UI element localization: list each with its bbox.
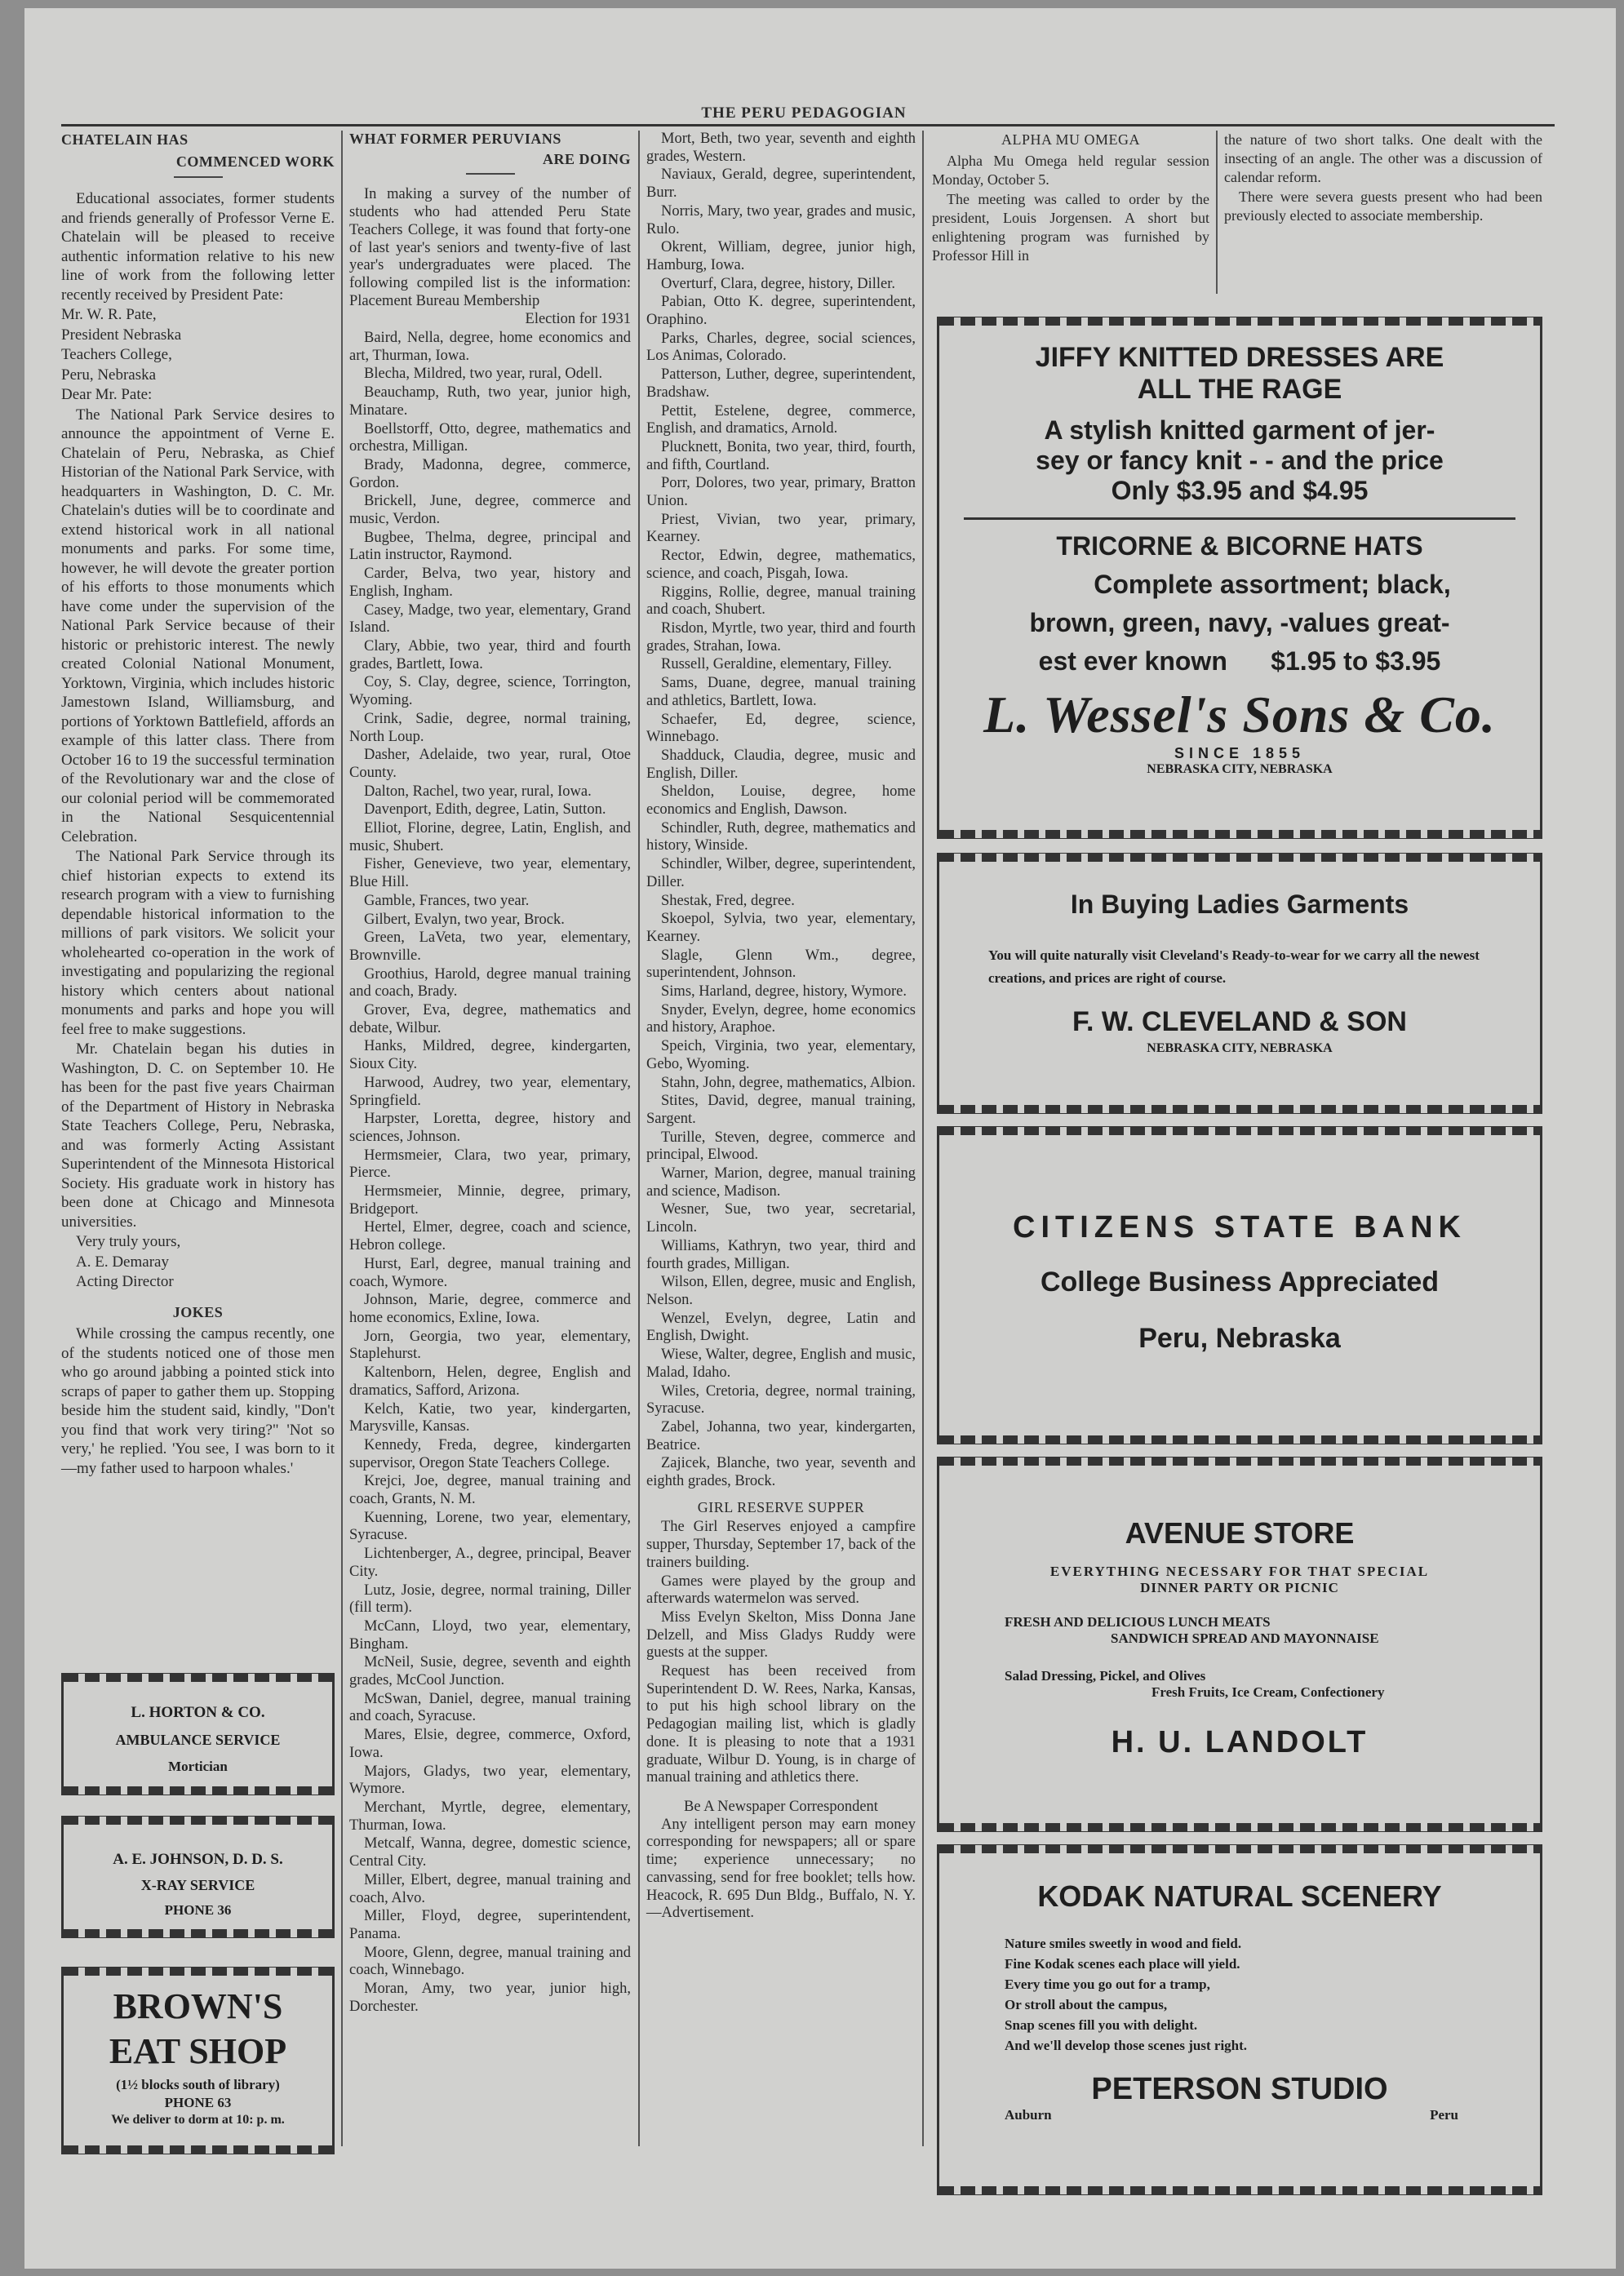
placement-entry: Warner, Marion, degree, manual training and science, Madison. (646, 1165, 916, 1200)
placement-entry: Lutz, Josie, degree, normal training, Diller (fill term). (349, 1582, 631, 1617)
ad-border (939, 317, 1540, 326)
placement-entry: Shestak, Fred, degree. (661, 892, 795, 909)
placement-entry: Sims, Harland, degree, history, Wymore. (661, 983, 907, 1000)
placement-entry: Rector, Edwin, degree, mathematics, science, and coach, Pisgah, Iowa. (646, 548, 916, 582)
placement-entry: Miller, Floyd, degree, superintendent, Panama. (349, 1908, 631, 1942)
poem-line: Every time you go out for a tramp, (1005, 1977, 1210, 1992)
letter-address: President Nebraska (61, 326, 182, 344)
ad-line: FRESH AND DELICIOUS LUNCH MEATS (1005, 1614, 1271, 1630)
ad-border (939, 2186, 1540, 2194)
placement-entry: McSwan, Daniel, degree, manual training and coach, Syracuse. (349, 1690, 631, 1725)
correspondent-heading: Be A Newspaper Correspondent (684, 1798, 878, 1815)
headline: ARE DOING (542, 150, 631, 167)
placement-entry: McNeil, Susie, degree, seventh and eighth grades, McCool Junction. (349, 1654, 631, 1689)
placement-entry: Groothius, Harold, degree manual training and coach, Brady. (349, 965, 631, 1000)
ad-border (939, 830, 1540, 838)
ad-border (939, 1435, 1540, 1444)
ad-line: A. E. JOHNSON, D. D. S. (113, 1851, 283, 1868)
placement-entry: Stahn, John, degree, mathematics, Albion. (661, 1074, 916, 1091)
placement-entry: Priest, Vivian, two year, primary, Kearney. (646, 511, 916, 546)
placement-entry: Crink, Sadie, degree, normal training, North Loup. (349, 710, 631, 745)
placement-entry: McCann, Lloyd, two year, elementary, Bingham. (349, 1617, 631, 1653)
placement-entry: Snyder, Evelyn, degree, home economics and history, Araphoe. (646, 1001, 916, 1036)
column-2 (349, 131, 631, 2016)
placement-entry: Davenport, Edith, degree, Latin, Sutton. (364, 801, 606, 819)
article-paragraph: Alpha Mu Omega held regular session Monday, October 5. (932, 153, 1209, 188)
article-paragraph: Mr. Chatelain began his duties in Washington, D. C. on September 10. He has been for the past five years Chairman of the Department of History in Nebraska State Teachers College, Peru, Nebraska, and was formerly Acting Assistant Superintendent of the Minnesota Historical Society. His graduate work in history has been done at Chicago and Minnesota universities. (61, 1040, 335, 1231)
placement-entry: Fisher, Genevieve, two year, elementary, Blue Hill. (349, 856, 631, 891)
ad-line: DINNER PARTY OR PICNIC (1140, 1580, 1339, 1595)
poem-line: Nature smiles sweetly in wood and field. (1005, 1936, 1242, 1951)
headline: WHAT FORMER PERUVIANS (349, 131, 561, 147)
placement-entry: Kuenning, Lorene, two year, elementary, Syracuse. (349, 1509, 631, 1544)
poem-line: Snap scenes fill you with delight. (1005, 2017, 1198, 2033)
ad-line: (1½ blocks south of library) (116, 2077, 280, 2092)
ad-line: L. HORTON & CO. (131, 1704, 265, 1721)
ad-avenue-store (937, 1457, 1542, 1832)
placement-entry: Shadduck, Claudia, degree, music and English, Diller. (646, 747, 916, 782)
article-paragraph: There were severa guests present who had been previously elected to associate membership. (1224, 189, 1542, 224)
ad-price: $1.95 to $3.95 (1271, 646, 1441, 676)
placement-entry: Boellstorff, Otto, degree, mathematics and orchestra, Milligan. (349, 420, 631, 455)
column-5 (1224, 131, 1542, 226)
ad-line: PHONE 36 (164, 1902, 232, 1918)
placement-entry: Clary, Abbie, two year, third and fourth grades, Bartlett, Iowa. (349, 637, 631, 672)
poem-line: Or stroll about the campus, (1005, 1997, 1168, 2012)
placement-entry: Miller, Elbert, degree, manual training and coach, Alvo. (349, 1871, 631, 1906)
jokes-paragraph: While crossing the campus recently, one of the students noticed one of those men who go around jabbing a pointed stick into scraps of paper to gather them up. Stopping beside him the student said, kindly, "Don't you find that work very tiring?" 'Not so very,' he replied. 'You see, I was born to it—my father used to harpoon whales.' (61, 1325, 335, 1477)
column-rule (922, 131, 924, 2146)
ad-border (64, 2145, 332, 2154)
placement-entry: Schindler, Wilber, degree, superintendent, Diller. (646, 856, 916, 890)
ad-city: NEBRASKA CITY, NEBRASKA (1147, 1041, 1333, 1055)
placement-entry: Plucknett, Bonita, two year, third, fourth, and fifth, Courtland. (646, 438, 916, 473)
divider (174, 176, 223, 178)
article-paragraph: the nature of two short talks. One dealt with the insecting of an angle. The other was a discussion of calendar reform. (1224, 131, 1542, 185)
ad-locations (939, 2107, 1540, 2123)
ad-border (64, 1968, 332, 1976)
placement-entry: Kelch, Katie, two year, kindergarten, Marysville, Kansas. (349, 1400, 631, 1435)
ad-border (64, 1786, 332, 1795)
ad-cleveland (937, 853, 1542, 1114)
poem-line: Fine Kodak scenes each place will yield. (1005, 1956, 1240, 1972)
placement-entry: Coy, S. Clay, degree, science, Torrington, Wyoming. (349, 674, 631, 709)
placement-entry: Zajicek, Blanche, two year, seventh and eighth grades, Brock. (646, 1455, 916, 1490)
ad-title: BROWN'S (113, 1986, 283, 2026)
placement-entry: Sams, Duane, degree, manual training and athletics, Bartlett, Iowa. (646, 675, 916, 709)
placement-entry: Overturf, Clara, degree, history, Diller. (661, 275, 895, 292)
ad-title: EAT SHOP (109, 2031, 287, 2071)
placement-entry: Risdon, Myrtle, two year, third and fourth grades, Strahan, Iowa. (646, 619, 916, 654)
ad-since: SINCE 1855 (1174, 745, 1306, 761)
column-4 (932, 131, 1209, 266)
column-rule (1216, 131, 1218, 294)
placement-entry: Jorn, Georgia, two year, elementary, Staplehurst. (349, 1328, 631, 1363)
ad-border (64, 1929, 332, 1937)
ad-city: Peru, Nebraska (1138, 1323, 1341, 1354)
ad-divider (964, 517, 1515, 520)
placement-entry: Stites, David, degree, manual training, Sargent. (646, 1093, 916, 1127)
letter-address: Peru, Nebraska (61, 366, 157, 384)
placement-entry: Brady, Madonna, degree, commerce, Gordon. (349, 456, 631, 491)
placement-entry: Williams, Kathryn, two year, third and fourth grades, Milligan. (646, 1237, 916, 1272)
ad-browns (61, 1967, 335, 2154)
placement-entry: Slagle, Glenn Wm., degree, superintendent, Johnson. (646, 947, 916, 982)
jokes-heading: JOKES (172, 1303, 224, 1320)
ad-name: AVENUE STORE (1125, 1516, 1355, 1550)
ad-line: We deliver to dorm at 10: p. m. (111, 2113, 285, 2127)
wessel-logo: L. Wessel's Sons & Co. (983, 685, 1496, 743)
letter-signature: Acting Director (76, 1273, 174, 1290)
placement-entry: Mort, Beth, two year, seventh and eighth grades, Western. (646, 131, 916, 165)
ad-border (939, 1823, 1540, 1831)
advertisement-text: Any intelligent person may earn money corresponding for newspapers; all or spare time; experience unnecessary; no canvassing, send for free booklet; tells how. Heacock, R. 695 Dun Bldg., Buffalo, N. Y.—Advertisement. (646, 1816, 916, 1922)
placement-entry: Wiles, Cretoria, degree, normal training, Syracuse. (646, 1382, 916, 1418)
ad-line: Fresh Fruits, Ice Cream, Confectionery (1151, 1684, 1385, 1700)
placement-entry: Hurst, Earl, degree, manual training and coach, Wymore. (349, 1255, 631, 1290)
placement-entry: Green, LaVeta, two year, elementary, Brownville. (349, 929, 631, 964)
placement-entry: Carder, Belva, two year, history and English, Ingham. (349, 566, 631, 600)
ad-headline: TRICORNE & BICORNE HATS (1056, 531, 1423, 561)
ad-price-line (939, 646, 1540, 677)
headline: COMMENCED WORK (175, 153, 335, 170)
ad-line: AMBULANCE SERVICE (115, 1732, 281, 1748)
article-paragraph: Request has been received from Superintendent D. W. Rees, Narka, Kansas, to put his high school library on the Pedagogian mailing list, which is gladly done. It is pleasing to note that a 1931 graduate, Wilbur D. Young, is in charge of manual training and athletics there. (646, 1663, 916, 1786)
placement-entry: Krejci, Joe, degree, manual training and coach, Grants, N. M. (349, 1473, 631, 1508)
ad-border (64, 1674, 332, 1682)
letter-signature: Very truly yours, (76, 1233, 181, 1250)
ad-location: Peru (1430, 2107, 1458, 2123)
placement-entry: Speich, Virginia, two year, elementary, Gebo, Wyoming. (646, 1038, 916, 1072)
placement-entry: Gamble, Frances, two year. (364, 892, 530, 909)
newspaper-page (24, 8, 1616, 2269)
placement-entry: Johnson, Marie, degree, commerce and home economics, Exline, Iowa. (349, 1292, 631, 1326)
placement-entry: Hermsmeier, Minnie, degree, primary, Bridgeport. (349, 1183, 631, 1218)
top-rule (61, 124, 1555, 126)
ad-headline: ALL THE RAGE (1137, 374, 1342, 405)
placement-entry: Harpster, Loretta, degree, history and sciences, Johnson. (349, 1111, 631, 1145)
ad-line: College Business Appreciated (1040, 1267, 1440, 1298)
ad-headline: JIFFY KNITTED DRESSES ARE (1035, 342, 1444, 373)
ad-kodak (937, 1844, 1542, 2195)
girl-reserve-heading: GIRL RESERVE SUPPER (697, 1498, 865, 1515)
placement-entry: Wilson, Ellen, degree, music and English, Nelson. (646, 1274, 916, 1308)
placement-entry: Moore, Glenn, degree, manual training and coach, Winnebago. (349, 1944, 631, 1979)
divider (466, 173, 515, 175)
placement-entry: Kennedy, Freda, degree, kindergarten supervisor, Oregon State Teachers College. (349, 1436, 631, 1471)
placement-entry: Zabel, Johanna, two year, kindergarten, Beatrice. (646, 1418, 916, 1453)
ad-line: X-RAY SERVICE (140, 1877, 255, 1893)
placement-entry: Metcalf, Wanna, degree, domestic science, Central City. (349, 1835, 631, 1870)
placement-entry: Moran, Amy, two year, junior high, Dorchester. (349, 1981, 631, 2015)
article-paragraph: The National Park Service desires to announce the appointment of Verne E. Chatelain of Peru, Nebraska, as Chief Historian of the National Park Service, with headquarters in Washington, D. C. Mr. Chatelain's duties will be to coordinate and extend historical work in all national monuments and parks. For some time, however, he will devote the greater portion of his efforts to those monuments which have come under the supervision of the National Park Service because of their historic or prehistoric interest. The newly created Colonial National Monument, Yorktown, Virginia, which includes historic Jamestown Island, Williamsburg, and portions of Yorktown Battlefield, affords an example of this latter class. There from October 16 to 19 the successful termination of the Revolutionary war and the close of our colonial period will be commemorated in the National Sesquicentennial Celebration. (61, 406, 335, 845)
placement-entry: Parks, Charles, degree, social sciences, Los Animas, Colorado. (646, 330, 916, 365)
article-paragraph: The National Park Service through its chief historian expects to extend its research program with a view to furnishing dependable historical information to the millions of park visitors. We solicit your wholehearted co-operation in the work of investigating and popularizing the regional history which centers about national monuments and parks and hope you will feel free to make suggestions. (61, 848, 335, 1038)
ad-name: F. W. CLEVELAND & SON (1072, 1006, 1407, 1037)
placement-entry: Russell, Geraldine, elementary, Filley. (661, 656, 892, 673)
placement-entry: Kaltenborn, Helen, degree, English and dramatics, Safford, Arizona. (349, 1364, 631, 1399)
placement-entry: Mares, Elsie, degree, commerce, Oxford, Iowa. (349, 1727, 631, 1761)
ad-poem (939, 1933, 1540, 2056)
ad-line: SANDWICH SPREAD AND MAYONNAISE (1111, 1630, 1379, 1646)
placement-entry: Norris, Mary, two year, grades and music, Rulo. (646, 202, 916, 237)
letter-signature: A. E. Demaray (76, 1253, 169, 1271)
placement-entry: Schindler, Ruth, degree, mathematics and history, Winside. (646, 819, 916, 854)
ad-border (939, 1457, 1540, 1466)
ad-line: Salad Dressing, Pickel, and Olives (1005, 1668, 1206, 1684)
placement-entry: Pabian, Otto K. degree, superintendent, Oraphino. (646, 294, 916, 329)
article-paragraph: In making a survey of the number of students who had attended Peru State Teachers College, it was found that forty-one of last year's seniors and twenty-five of last year's undergraduates were placed. The following compiled list is the information: Placement Bureau Membership (349, 186, 631, 309)
placement-entry: Schaefer, Ed, degree, science, Winnebago. (646, 711, 916, 746)
ad-body: You will quite naturally visit Cleveland's Ready-to-wear for we carry all the newest creations, and prices are right of course. (988, 947, 1480, 986)
headline: CHATELAIN HAS (61, 131, 189, 148)
placement-entry: Okrent, William, degree, junior high, Hamburg, Iowa. (646, 239, 916, 273)
article-paragraph: Games were played by the group and afterwards watermelon was served. (646, 1573, 916, 1608)
ad-border (939, 1105, 1540, 1113)
ad-horton (61, 1673, 335, 1795)
placement-entry: Riggins, Rollie, degree, manual training and coach, Shubert. (646, 583, 916, 619)
ad-line: Complete assortment; black, (1094, 570, 1451, 599)
placement-entry: Harwood, Audrey, two year, elementary, Springfield. (349, 1074, 631, 1109)
ad-border (939, 1127, 1540, 1135)
ad-city: NEBRASKA CITY, NEBRASKA (1147, 762, 1333, 776)
column-rule (638, 131, 640, 2146)
ad-owner: H. U. LANDOLT (1111, 1725, 1369, 1759)
article-paragraph: The Girl Reserves enjoyed a campfire supper, Thursday, September 17, back of the trainers building. (646, 1519, 916, 1571)
letter-address: Teachers College, (61, 346, 172, 363)
placement-entry: Dalton, Rachel, two year, rural, Iowa. (364, 783, 592, 800)
placement-entry: Beauchamp, Ruth, two year, junior high, Minatare. (349, 384, 631, 419)
ad-line: Only $3.95 and $4.95 (1111, 476, 1369, 505)
ad-wessel (937, 317, 1542, 839)
placement-entry: Blecha, Mildred, two year, rural, Odell. (364, 366, 603, 383)
placement-entry: Casey, Madge, two year, elementary, Grand Island. (349, 601, 631, 637)
placement-entry: Pettit, Estelene, degree, commerce, English, and dramatics, Arnold. (646, 402, 916, 437)
placement-entry: Majors, Gladys, two year, elementary, Wymore. (349, 1763, 631, 1798)
poem-line: And we'll develop those scenes just right. (1005, 2038, 1248, 2053)
placement-entry: Turille, Steven, degree, commerce and principal, Elwood. (646, 1129, 916, 1164)
placement-entry: Dasher, Adelaide, two year, rural, Otoe County. (349, 747, 631, 781)
ad-bank (937, 1126, 1542, 1444)
placement-entry: Skoepol, Sylvia, two year, elementary, Kearney. (646, 911, 916, 945)
ad-headline: KODAK NATURAL SCENERY (1037, 1879, 1442, 1913)
letter-address: Mr. W. R. Pate, (61, 306, 157, 323)
placement-entry: Wenzel, Evelyn, degree, Latin and English, Dwight. (646, 1310, 916, 1345)
ad-location: Auburn (1005, 2107, 1052, 2123)
placement-entry: Bugbee, Thelma, degree, principal and Latin instructor, Raymond. (349, 529, 631, 564)
placement-entry: Elliot, Florine, degree, Latin, English, and music, Shubert. (349, 820, 631, 854)
ad-line: A stylish knitted garment of jer- (1044, 415, 1435, 445)
ad-line: PHONE 63 (164, 2095, 232, 2110)
placement-entry: Wesner, Sue, two year, secretarial, Lincoln. (646, 1201, 916, 1236)
ad-line: EVERYTHING NECESSARY FOR THAT SPECIAL (1049, 1564, 1430, 1579)
column-1 (61, 131, 335, 1479)
ad-headline: In Buying Ladies Garments (1070, 890, 1409, 919)
placement-entry: Wiese, Walter, degree, English and music, Malad, Idaho. (646, 1347, 916, 1381)
placement-list (646, 131, 916, 1491)
ad-johnson (61, 1816, 335, 1938)
placement-entry: Baird, Nella, degree, home economics and art, Thurman, Iowa. (349, 330, 631, 364)
column-3 (646, 131, 916, 1923)
ad-line: sey or fancy knit - - and the price (1036, 446, 1444, 475)
placement-entry: Porr, Dolores, two year, primary, Bratton Union. (646, 475, 916, 510)
placement-entry: Hanks, Mildred, degree, kindergarten, Sioux City. (349, 1038, 631, 1073)
article-paragraph: Miss Evelyn Skelton, Miss Donna Jane Delzell, and Miss Gladys Ruddy were guests at the supper. (646, 1608, 916, 1662)
letter-salutation: Dear Mr. Pate: (61, 386, 153, 403)
ad-studio: PETERSON STUDIO (1091, 2072, 1388, 2106)
ad-border (939, 854, 1540, 862)
placement-entry: Grover, Eva, degree, mathematics and debate, Wilbur. (349, 1002, 631, 1036)
ad-line: brown, green, navy, -values great- (1029, 608, 1450, 637)
placement-entry: Naviaux, Gerald, degree, superintendent, Burr. (646, 166, 916, 202)
article-paragraph: The meeting was called to order by the president, Louis Jorgensen. A short but enlightening program was furnished by Professor Hill in (932, 191, 1209, 264)
ad-border (939, 1845, 1540, 1853)
ad-line: est ever known (1038, 646, 1227, 676)
placement-entry: Patterson, Luther, degree, superintendent, Bradshaw. (646, 366, 916, 401)
ad-name: CITIZENS STATE BANK (1013, 1210, 1466, 1244)
placement-entry: Merchant, Myrtle, degree, elementary, Thurman, Iowa. (349, 1799, 631, 1834)
article-paragraph: Educational associates, former students and friends generally of Professor Verne E. Chatelain will be pleased to receive authentic information relative to his new line of work from the following letter recently received by President Pate: (61, 190, 335, 304)
ad-line: Mortician (168, 1759, 228, 1774)
placement-entry: Lichtenberger, A., degree, principal, Beaver City. (349, 1546, 631, 1580)
placement-entry: Hertel, Elmer, degree, coach and science, Hebron college. (349, 1219, 631, 1254)
masthead: THE PERU PEDAGOGIAN (701, 104, 907, 122)
election-line: Election for 1931 (525, 311, 631, 328)
placement-list (349, 330, 631, 2016)
placement-entry: Gilbert, Evalyn, two year, Brock. (364, 911, 565, 928)
placement-entry: Sheldon, Louise, degree, home economics and English, Dawson. (646, 783, 916, 819)
ad-border (64, 1817, 332, 1825)
placement-entry: Brickell, June, degree, commerce and music, Verdon. (349, 493, 631, 528)
column-rule (341, 131, 343, 2146)
placement-entry: Hermsmeier, Clara, two year, primary, Pierce. (349, 1147, 631, 1182)
alpha-mu-heading: ALPHA MU OMEGA (1001, 131, 1140, 148)
